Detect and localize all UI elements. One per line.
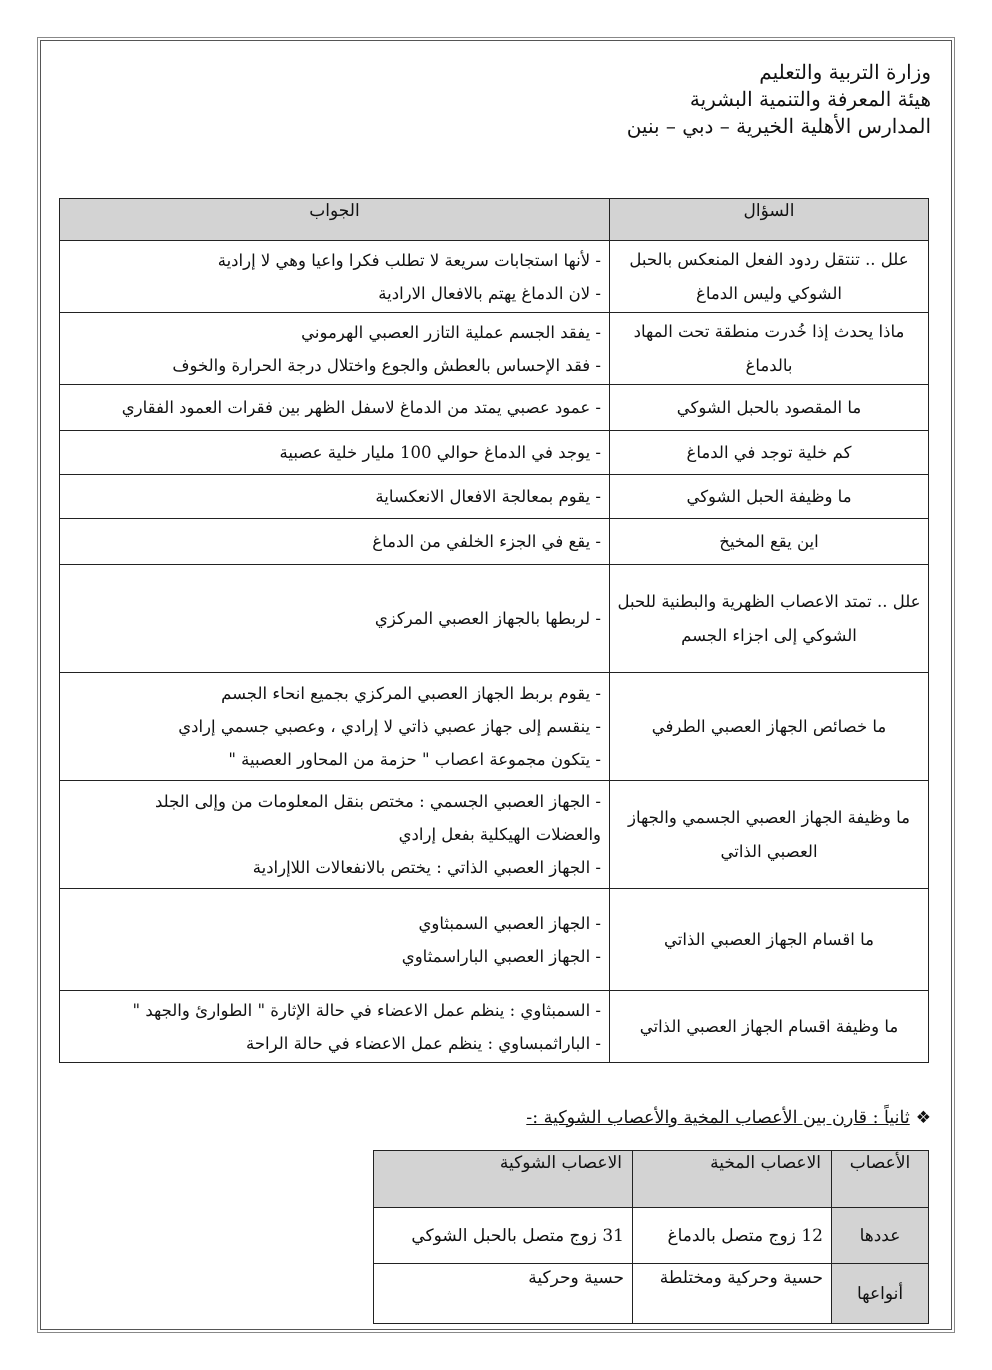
section-2-heading: [526, 1108, 931, 1128]
question-cell: ما خصائص الجهاز العصبي الطرفي: [610, 673, 929, 781]
answer-line: - الجهاز العصبي الباراسمثاوي: [401, 946, 601, 966]
answer-cell: [60, 431, 610, 475]
answer-cell: [60, 313, 610, 385]
answer-cell: [60, 991, 610, 1063]
answer-line: - يقوم بربط الجهاز العصبي المركزي بجميع انحاء الجسم: [221, 684, 601, 703]
school-name: المدارس الأهلية الخيرية – دبي – بنين: [626, 114, 931, 138]
comparison-cell-spinal: 31 زوج متصل بالحبل الشوكي: [374, 1208, 633, 1264]
answer-line: - عمود عصبي يمتد من الدماغ لاسفل الظهر بين فقرات العمود الفقاري: [121, 398, 601, 417]
answer-cell: [60, 889, 610, 991]
section-2-title: ثانياً : قارن بين الأعصاب المخية والأعصاب الشوكية :-: [526, 1108, 910, 1128]
comparison-header-nerves: الأعصاب: [832, 1151, 929, 1208]
qa-table-body: [60, 241, 929, 1063]
answer-line: - الجهاز العصبي الذاتي : يختص بالانفعالات اللاإرادية: [252, 858, 601, 877]
comparison-table: [373, 1150, 929, 1324]
answer-line: - الجهاز العصبي السمبثاوي: [418, 913, 601, 933]
ministry-name: وزارة التربية والتعليم: [759, 60, 931, 84]
answer-line: - يفقد الجسم عملية التازر العصبي الهرموني: [301, 322, 601, 342]
question-cell: ما وظيفة الحبل الشوكي: [610, 475, 929, 519]
answer-line: - الباراثمبساوي : ينظم عمل الاعضاء في حالة الراحة: [246, 1033, 601, 1053]
comparison-row-count: [374, 1208, 929, 1264]
answer-line: - فقد الإحساس بالعطش والجوع واختلال درجة الحرارة والخوف: [172, 355, 601, 375]
answer-line: والعضلات الهيكلية بفعل إرادي: [398, 825, 601, 844]
qa-row: [60, 313, 929, 385]
answer-line: - لأنها استجابات سريعة لا تطلب فكرا واعيا وهي لا إرادية: [217, 250, 601, 270]
qa-row: [60, 241, 929, 313]
qa-table-header-row: [60, 199, 929, 241]
answer-line: - يوجد في الدماغ حوالي 100 مليار خلية عصبية: [279, 443, 601, 462]
qa-row: [60, 519, 929, 565]
document-header: [627, 59, 931, 140]
answer-line: - الجهاز العصبي الجسمي : مختص بنقل المعلومات من وإلى الجلد: [154, 792, 601, 811]
question-cell: ماذا يحدث إذا خُدرت منطقة تحت المهاد بالدماغ: [610, 313, 929, 385]
document-page: [40, 40, 952, 1330]
qa-row: [60, 781, 929, 889]
question-cell: ما وظيفة الجهاز العصبي الجسمي والجهاز العصبي الذاتي: [610, 781, 929, 889]
comparison-header-row: [374, 1151, 929, 1208]
comparison-row-label: عددها: [832, 1208, 929, 1264]
answer-line: - يقوم بمعالجة الافعال الانعكساية: [375, 487, 601, 506]
qa-row: [60, 565, 929, 673]
answer-cell: [60, 565, 610, 673]
answer-line: - يقع في الجزء الخلفي من الدماغ: [372, 532, 601, 551]
answer-cell: [60, 385, 610, 431]
qa-table: [59, 198, 929, 1063]
question-cell: ما اقسام الجهاز العصبي الذاتي: [610, 889, 929, 991]
question-cell: ما وظيفة اقسام الجهاز العصبي الذاتي: [610, 991, 929, 1063]
comparison-cell-spinal: حسية وحركية: [374, 1264, 633, 1324]
qa-row: [60, 475, 929, 519]
answer-cell: [60, 673, 610, 781]
diamond-bullet-icon: ❖: [915, 1108, 931, 1128]
answer-cell: [60, 241, 610, 313]
answer-cell: [60, 475, 610, 519]
question-cell: كم خلية توجد في الدماغ: [610, 431, 929, 475]
qa-row: [60, 673, 929, 781]
comparison-row-label: أنواعها: [832, 1264, 929, 1324]
qa-row: [60, 889, 929, 991]
authority-name: هيئة المعرفة والتنمية البشرية: [689, 87, 931, 111]
question-cell: علل .. تنتقل ردود الفعل المنعكس بالحبل الشوكي وليس الدماغ: [610, 241, 929, 313]
answer-cell: [60, 519, 610, 565]
comparison-cell-cranial: حسية وحركية ومختلطة: [633, 1264, 832, 1324]
question-cell: علل .. تمتد الاعصاب الظهرية والبطنية للحبل الشوكي إلى اجزاء الجسم: [610, 565, 929, 673]
answer-line: - يتكون مجموعة اعصاب " حزمة من المحاور العصبية ": [228, 750, 601, 769]
question-cell: ما المقصود بالحبل الشوكي: [610, 385, 929, 431]
answer-line: - ينقسم إلى جهاز عصبي ذاتي لا إرادي ، وعصبي جسمي إرادي: [178, 717, 601, 736]
qa-row: [60, 385, 929, 431]
question-cell: اين يقع المخيخ: [610, 519, 929, 565]
answer-cell: [60, 781, 610, 889]
answer-line: - السمبثاوي : ينظم عمل الاعضاء في حالة الإثارة " الطوارئ والجهد ": [132, 1000, 601, 1020]
comparison-header-cranial: الاعصاب المخية: [633, 1151, 832, 1208]
comparison-cell-cranial: 12 زوج متصل بالدماغ: [633, 1208, 832, 1264]
comparison-row-types: [374, 1264, 929, 1324]
answer-line: - لان الدماغ يهتم بالافعال الارادية: [378, 283, 601, 303]
answer-column-header: الجواب: [60, 199, 610, 241]
qa-row: [60, 991, 929, 1063]
question-column-header: السؤال: [610, 199, 929, 241]
answer-line: - لربطها بالجهاز العصبي المركزي: [374, 609, 601, 628]
comparison-header-spinal: الاعصاب الشوكية: [374, 1151, 633, 1208]
qa-row: [60, 431, 929, 475]
